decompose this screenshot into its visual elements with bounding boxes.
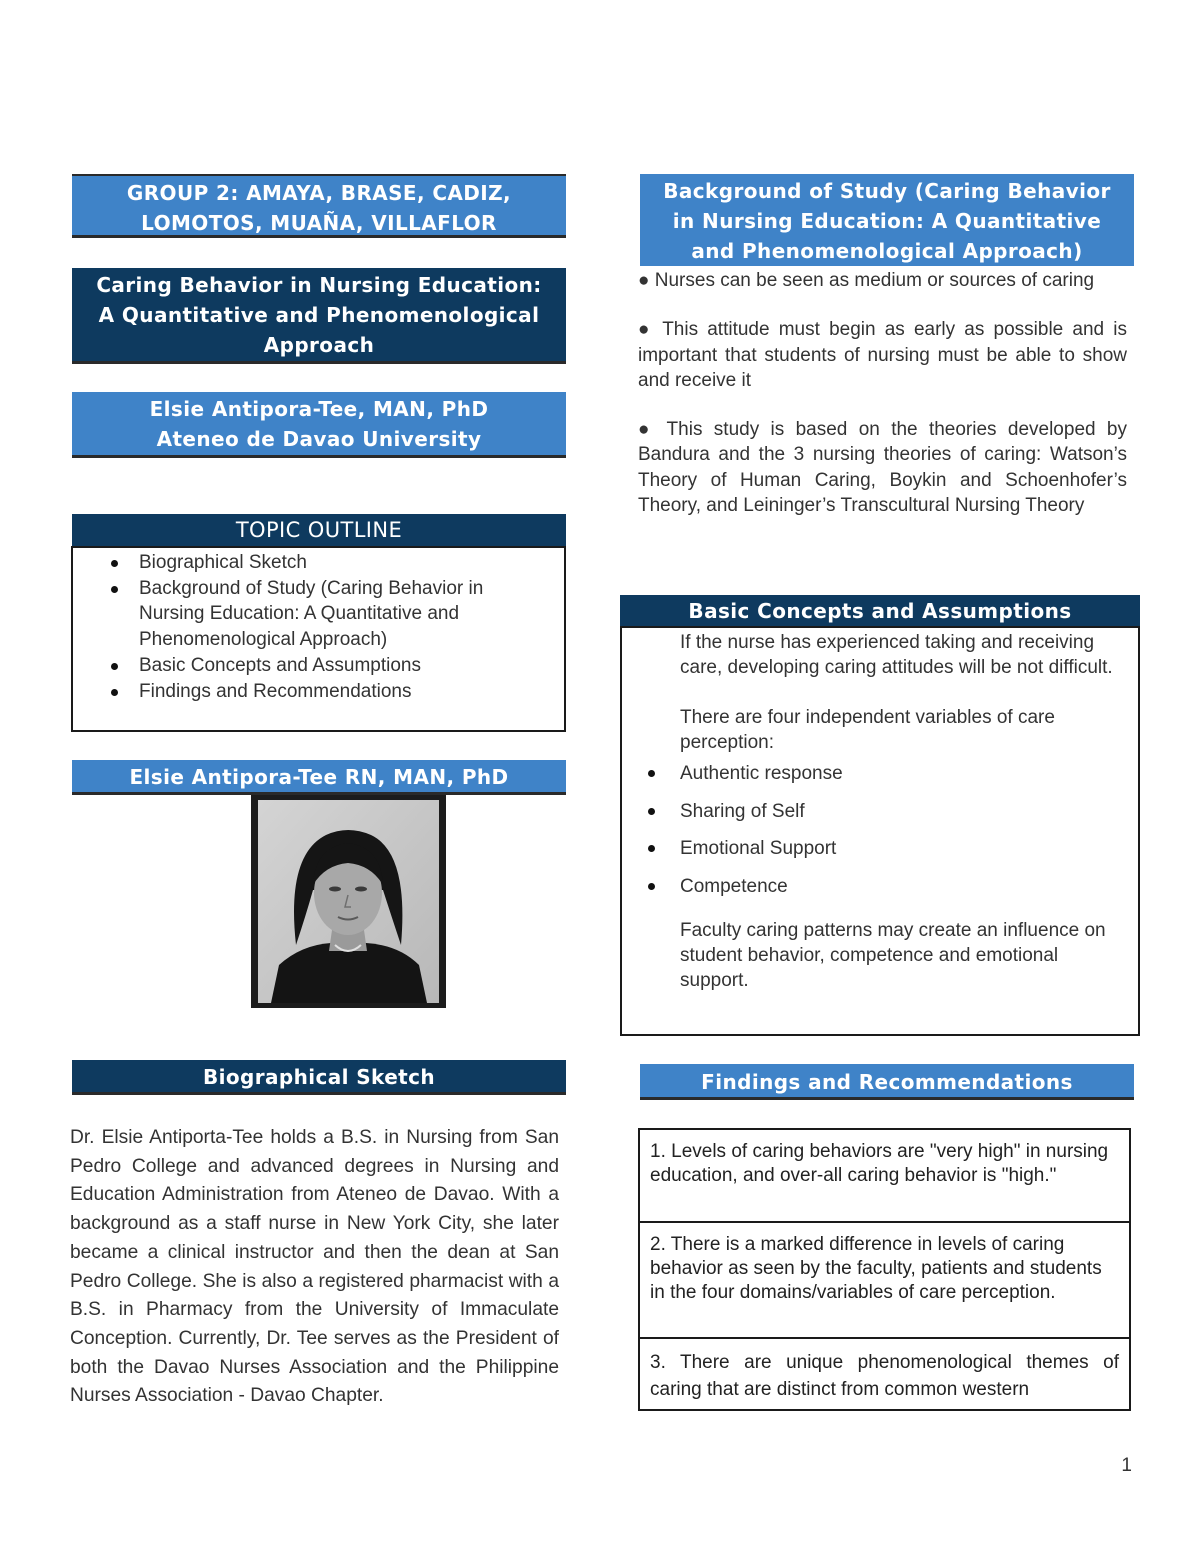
group-header — [72, 174, 566, 238]
background-heading-line2: in Nursing Education: A Quantitative — [672, 209, 1102, 233]
background-point-1: ● Nurses can be seen as medium or sources of caring — [638, 270, 1095, 291]
group-header-line1: GROUP 2: AMAYA, BRASE, CADIZ, — [126, 181, 512, 205]
background-point-2: ● This attitude must begin as early as possible and is important that students of nursing must be able to show and receive it — [638, 319, 1127, 391]
basic-concepts-box — [620, 626, 1140, 1036]
bullet-icon: ● — [638, 270, 655, 291]
topic-outline-heading — [72, 514, 566, 547]
background-point-3: ● This study is based on the theories developed by Bandura and the 3 nursing theories of caring: Watson’s Theory of Human Caring, Boykin and Schoenhofer’s Theory, and Leininger’s Transcultural Nursing Theory — [638, 419, 1127, 517]
variables-list — [680, 755, 1132, 905]
list-item: Sharing of Self — [680, 793, 1132, 831]
group-header-line2: LOMOTOS, MUAÑA, VILLAFLOR — [141, 211, 497, 235]
finding-3: 3. There are unique phenomenological themes of caring that are distinct from common western — [650, 1352, 1119, 1400]
finding-2: 2. There is a marked difference in levels of caring behavior as seen by the faculty, patients and students in the four domains/variables of care perception. — [640, 1223, 1129, 1339]
background-heading-line1: Background of Study (Caring Behavior — [663, 179, 1111, 203]
page-number: 1 — [1121, 1455, 1132, 1476]
findings-title: Findings and Recommendations — [701, 1070, 1073, 1094]
title-line3: Approach — [263, 333, 375, 357]
topic-outline-list — [73, 550, 483, 704]
background-heading-line3: and Phenomenological Approach) — [691, 239, 1083, 263]
photo-section-heading — [72, 760, 566, 795]
author-name: Elsie Antipora-Tee, MAN, PhD — [149, 397, 489, 421]
topic-outline-title: TOPIC OUTLINE — [235, 518, 403, 542]
bio-text: Dr. Elsie Antiporta-Tee holds a B.S. in Nursing from San Pedro College and advanced degrees in Nursing and Education Administration from Ateneo de Davao. With a background as a staff nurse in New York City, she later became a clinical instructor and then the dean at San Pedro College. She is also a registered pharmacist with a B.S. in Pharmacy from the University of Immaculate Conception. Currently, Dr. Tee serves as the President of both the Davao Nurses Association and the Philippine Nurses Association - Davao Chapter. — [70, 1127, 559, 1407]
photo-section-title: Elsie Antipora-Tee RN, MAN, PhD — [129, 765, 509, 789]
background-heading — [640, 174, 1134, 266]
concepts-intro: If the nurse has experienced taking and receiving care, developing caring attitudes will be not difficult. — [680, 632, 1113, 679]
bullet-icon: ● — [638, 319, 663, 341]
background-body — [638, 268, 1127, 518]
basic-concepts-title: Basic Concepts and Assumptions — [688, 599, 1072, 623]
author-affiliation: Ateneo de Davao University — [156, 427, 482, 451]
list-item: Emotional Support — [680, 830, 1132, 868]
portrait-image — [251, 795, 446, 1008]
list-item: Authentic response — [680, 755, 1132, 793]
bio-heading — [72, 1060, 566, 1095]
author-box — [72, 392, 566, 458]
list-item-continuation: Nursing Education: A Quantitative and — [139, 603, 460, 625]
list-item: Findings and Recommendations — [73, 679, 483, 705]
list-item: Basic Concepts and Assumptions — [73, 653, 483, 679]
bullet-icon: ● — [638, 419, 667, 441]
list-item-continuation: Phenomenological Approach) — [139, 629, 388, 651]
list-item: Competence — [680, 868, 1132, 906]
findings-heading — [640, 1064, 1134, 1100]
variables-intro: There are four independent variables of care perception: — [680, 706, 1055, 753]
list-item: Biographical Sketch — [73, 550, 483, 576]
finding-1: 1. Levels of caring behaviors are "very high" in nursing education, and over-all caring behavior is "high." — [640, 1130, 1129, 1223]
topic-outline-box — [71, 546, 566, 732]
list-item: Background of Study (Caring Behavior in — [73, 576, 483, 602]
title-box — [72, 268, 566, 364]
basic-concepts-content — [680, 630, 1132, 993]
title-line1: Caring Behavior in Nursing Education: — [96, 273, 542, 297]
basic-concepts-heading — [620, 595, 1140, 628]
bio-title: Biographical Sketch — [202, 1065, 436, 1089]
concepts-closing: Faculty caring patterns may create an influence on student behavior, competence and emotional support. — [680, 919, 1106, 992]
title-line2: A Quantitative and Phenomenological — [98, 303, 540, 327]
findings-box — [638, 1128, 1131, 1411]
author-photo — [251, 795, 446, 1008]
